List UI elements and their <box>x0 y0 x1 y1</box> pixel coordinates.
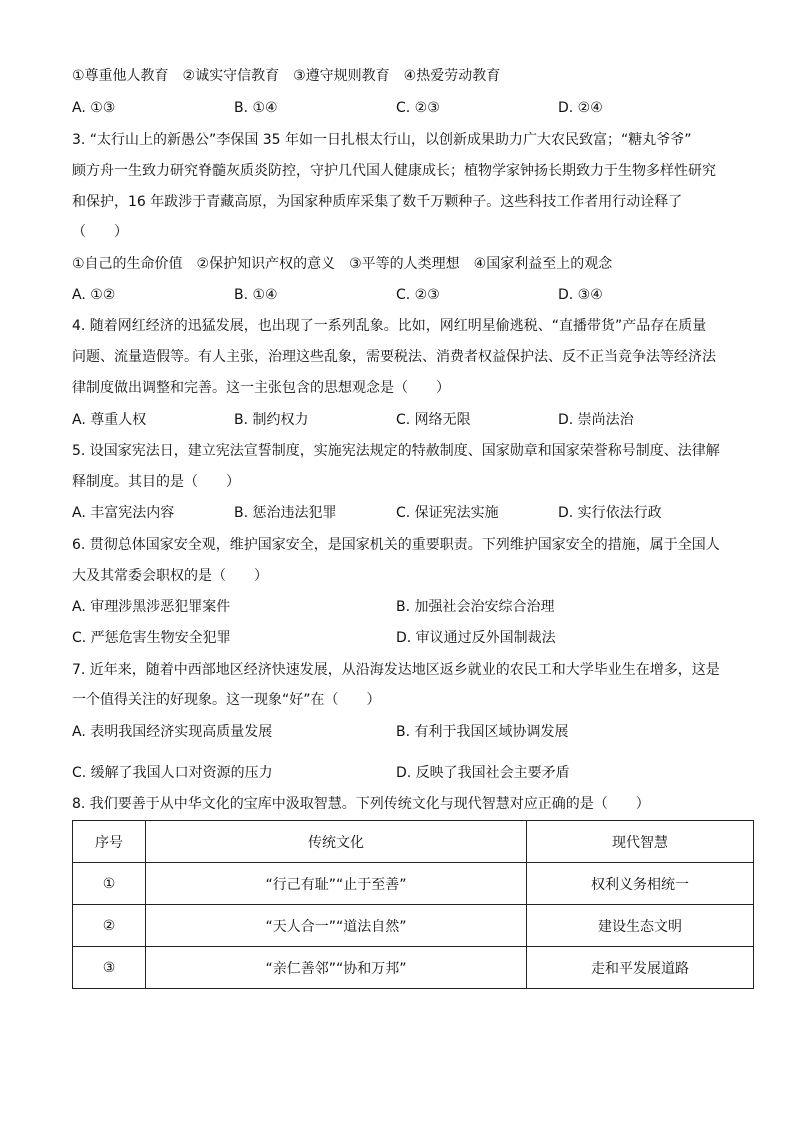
table-row <box>73 863 754 905</box>
table-row <box>73 905 754 947</box>
q2-option-a[interactable]: A. ①③ <box>72 100 116 116</box>
table-row <box>73 947 754 989</box>
q8-row-number: ① <box>73 863 146 905</box>
q4-stem-line-3: 律制度做出调整和完善。这一主张包含的思想观念是（ ） <box>72 380 450 396</box>
q8-table-header <box>73 821 754 863</box>
q8-row-modern-wisdom: 走和平发展道路 <box>527 947 754 989</box>
q2-statements: ①尊重他人教育 ②诚实守信教育 ③遵守规则教育 ④热爱劳动教育 <box>72 68 501 84</box>
q2-option-c[interactable]: C. ②③ <box>396 100 440 116</box>
q3-option-a[interactable]: A. ①② <box>72 287 116 303</box>
q3-stem-line-1: 3. “太行山上的新愚公”李保国 35 年如一日扎根太行山，以创新成果助力广大农民致富；“糖丸爷爷” <box>72 132 692 148</box>
q6-option-b[interactable]: B. 加强社会治安综合治理 <box>396 599 555 615</box>
q2-option-b[interactable]: B. ①④ <box>234 100 278 116</box>
q8-header-traditional-culture: 传统文化 <box>146 821 527 863</box>
q2-option-d[interactable]: D. ②④ <box>558 100 603 116</box>
q3-options <box>72 285 752 305</box>
q8-table <box>72 820 754 989</box>
q5-stem-line-1: 5. 设国家宪法日，建立宪法宣誓制度，实施宪法规定的特赦制度、国家勋章和国家荣誉称号制度、法律解 <box>72 443 720 459</box>
q6-stem-line-2: 大及其常委会职权的是（ ） <box>72 568 268 584</box>
q6-option-d[interactable]: D. 审议通过反外国制裁法 <box>396 630 556 646</box>
q8-row-number: ③ <box>73 947 146 989</box>
q8-row-modern-wisdom: 权利义务相统一 <box>527 863 754 905</box>
q8-row-traditional-culture: “天人合一”“道法自然” <box>146 905 527 947</box>
q7-option-d[interactable]: D. 反映了我国社会主要矛盾 <box>396 765 570 781</box>
q6-option-a[interactable]: A. 审理涉黑涉恶犯罪案件 <box>72 599 231 615</box>
q4-stem-line-1: 4. 随着网红经济的迅猛发展，也出现了一系列乱象。比如，网红明星偷逃税、“直播带货”产品存在质量 <box>72 318 707 334</box>
q6-stem-line-1: 6. 贯彻总体国家安全观，维护国家安全，是国家机关的重要职责。下列维护国家安全的措施，属于全国人 <box>72 537 720 553</box>
q6-options-row-1 <box>72 597 752 617</box>
q4-option-a[interactable]: A. 尊重人权 <box>72 412 147 428</box>
q7-stem-line-2: 一个值得关注的好现象。这一现象“好”在（ ） <box>72 692 381 708</box>
q2-options <box>72 98 752 118</box>
q4-option-d[interactable]: D. 崇尚法治 <box>558 412 634 428</box>
q8-row-traditional-culture: “行己有耻”“止于至善” <box>146 863 527 905</box>
q5-option-c[interactable]: C. 保证宪法实施 <box>396 505 499 521</box>
q3-stem-line-2: 顾方舟一生致力研究脊髓灰质炎防控，守护几代国人健康成长；植物学家钟扬长期致力于生物多样性研究 <box>72 163 716 179</box>
q8-header-number: 序号 <box>73 821 146 863</box>
q5-option-a[interactable]: A. 丰富宪法内容 <box>72 505 175 521</box>
q5-stem-line-2: 释制度。其目的是（ ） <box>72 474 240 490</box>
q4-stem-line-2: 问题、流量造假等。有人主张，治理这些乱象，需要税法、消费者权益保护法、反不正当竞争法等经济法 <box>72 349 716 365</box>
q3-option-c[interactable]: C. ②③ <box>396 287 440 303</box>
q7-options-row-2 <box>72 763 752 783</box>
q5-option-b[interactable]: B. 惩治违法犯罪 <box>234 505 337 521</box>
q8-row-number: ② <box>73 905 146 947</box>
q5-option-d[interactable]: D. 实行依法行政 <box>558 505 662 521</box>
q6-option-c[interactable]: C. 严惩危害生物安全犯罪 <box>72 630 231 646</box>
q3-stem-line-3: 和保护，16 年跋涉于青藏高原，为国家种质库采集了数千万颗种子。这些科技工作者用行动诠释了 <box>72 194 683 210</box>
q3-option-d[interactable]: D. ③④ <box>558 287 603 303</box>
q7-options-row-1 <box>72 722 752 742</box>
q7-option-a[interactable]: A. 表明我国经济实现高质量发展 <box>72 724 273 740</box>
q4-options <box>72 410 752 430</box>
q6-options-row-2 <box>72 628 752 648</box>
q7-option-c[interactable]: C. 缓解了我国人口对资源的压力 <box>72 765 273 781</box>
q8-row-modern-wisdom: 建设生态文明 <box>527 905 754 947</box>
q3-answer-blank: （ ） <box>72 224 128 240</box>
q7-stem-line-1: 7. 近年来，随着中西部地区经济快速发展，从沿海发达地区返乡就业的农民工和大学毕业生在增多，这是 <box>72 662 720 678</box>
q8-row-traditional-culture: “亲仁善邻”“协和万邦” <box>146 947 527 989</box>
q4-option-b[interactable]: B. 制约权力 <box>234 412 309 428</box>
q3-statements: ①自己的生命价值 ②保护知识产权的意义 ③平等的人类理想 ④国家利益至上的观念 <box>72 256 613 272</box>
q4-option-c[interactable]: C. 网络无限 <box>396 412 471 428</box>
q5-options <box>72 503 752 523</box>
q8-header-modern-wisdom: 现代智慧 <box>527 821 754 863</box>
q7-option-b[interactable]: B. 有利于我国区域协调发展 <box>396 724 569 740</box>
q3-option-b[interactable]: B. ①④ <box>234 287 278 303</box>
q8-stem: 8. 我们要善于从中华文化的宝库中汲取智慧。下列传统文化与现代智慧对应正确的是（ ） <box>72 796 650 812</box>
